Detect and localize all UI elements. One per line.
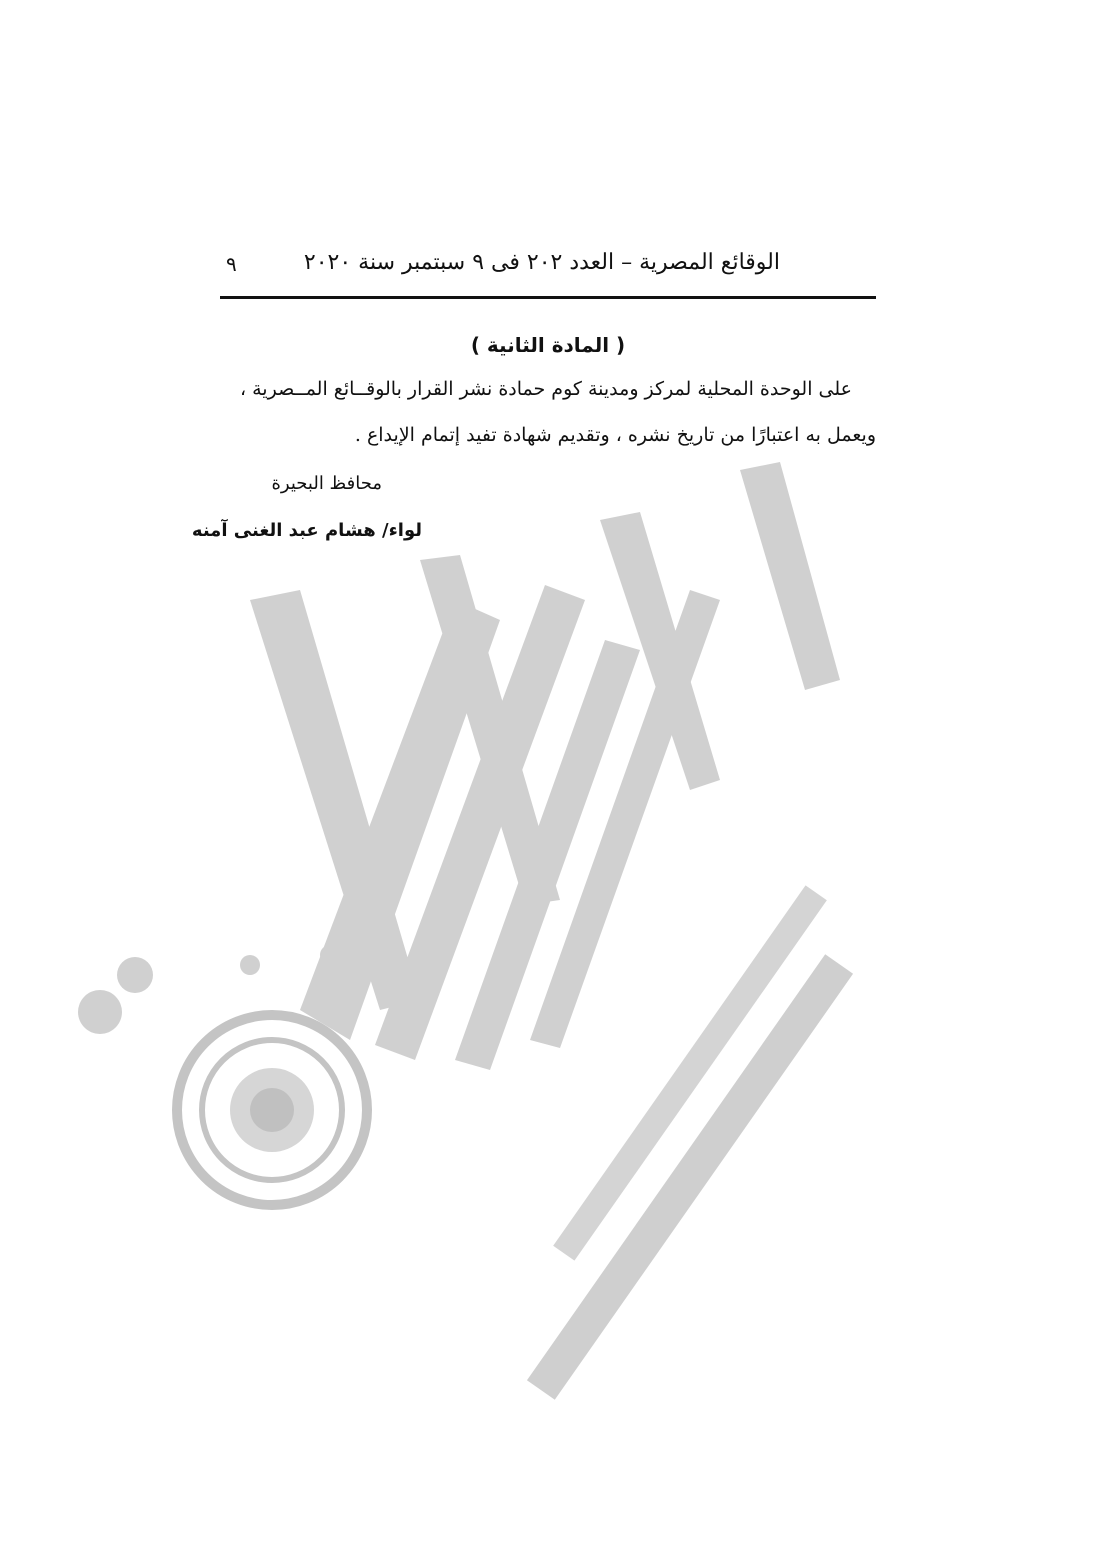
governor-title: محافظ البحيرة <box>271 473 382 494</box>
page-header <box>220 250 876 286</box>
watermark-brand-strokes <box>78 462 840 1070</box>
watermark-notice-strokes <box>527 885 853 1399</box>
page-number: ٩ <box>226 252 237 276</box>
emblem-seal-icon <box>177 1015 367 1205</box>
article-heading: ( المادة الثانية ) <box>470 333 626 357</box>
article-text-line-2: ويعمل به اعتبارًا من تاريخ نشره ، وتقديم شهادة تفيد إتمام الإيداع . <box>354 424 876 446</box>
header-divider <box>220 296 876 299</box>
article-text-line-1: على الوحدة المحلية لمركز ومدينة كوم حمادة نشر القرار بالوقــائع المــصرية ، <box>239 378 852 400</box>
gazette-header-title: الوقائع المصرية – العدد ٢٠٢ فى ٩ سبتمبر سنة ٢٠٢٠ <box>303 250 780 275</box>
signatory-name: لواء/ هشام عبد الغنى آمنه <box>191 520 422 541</box>
